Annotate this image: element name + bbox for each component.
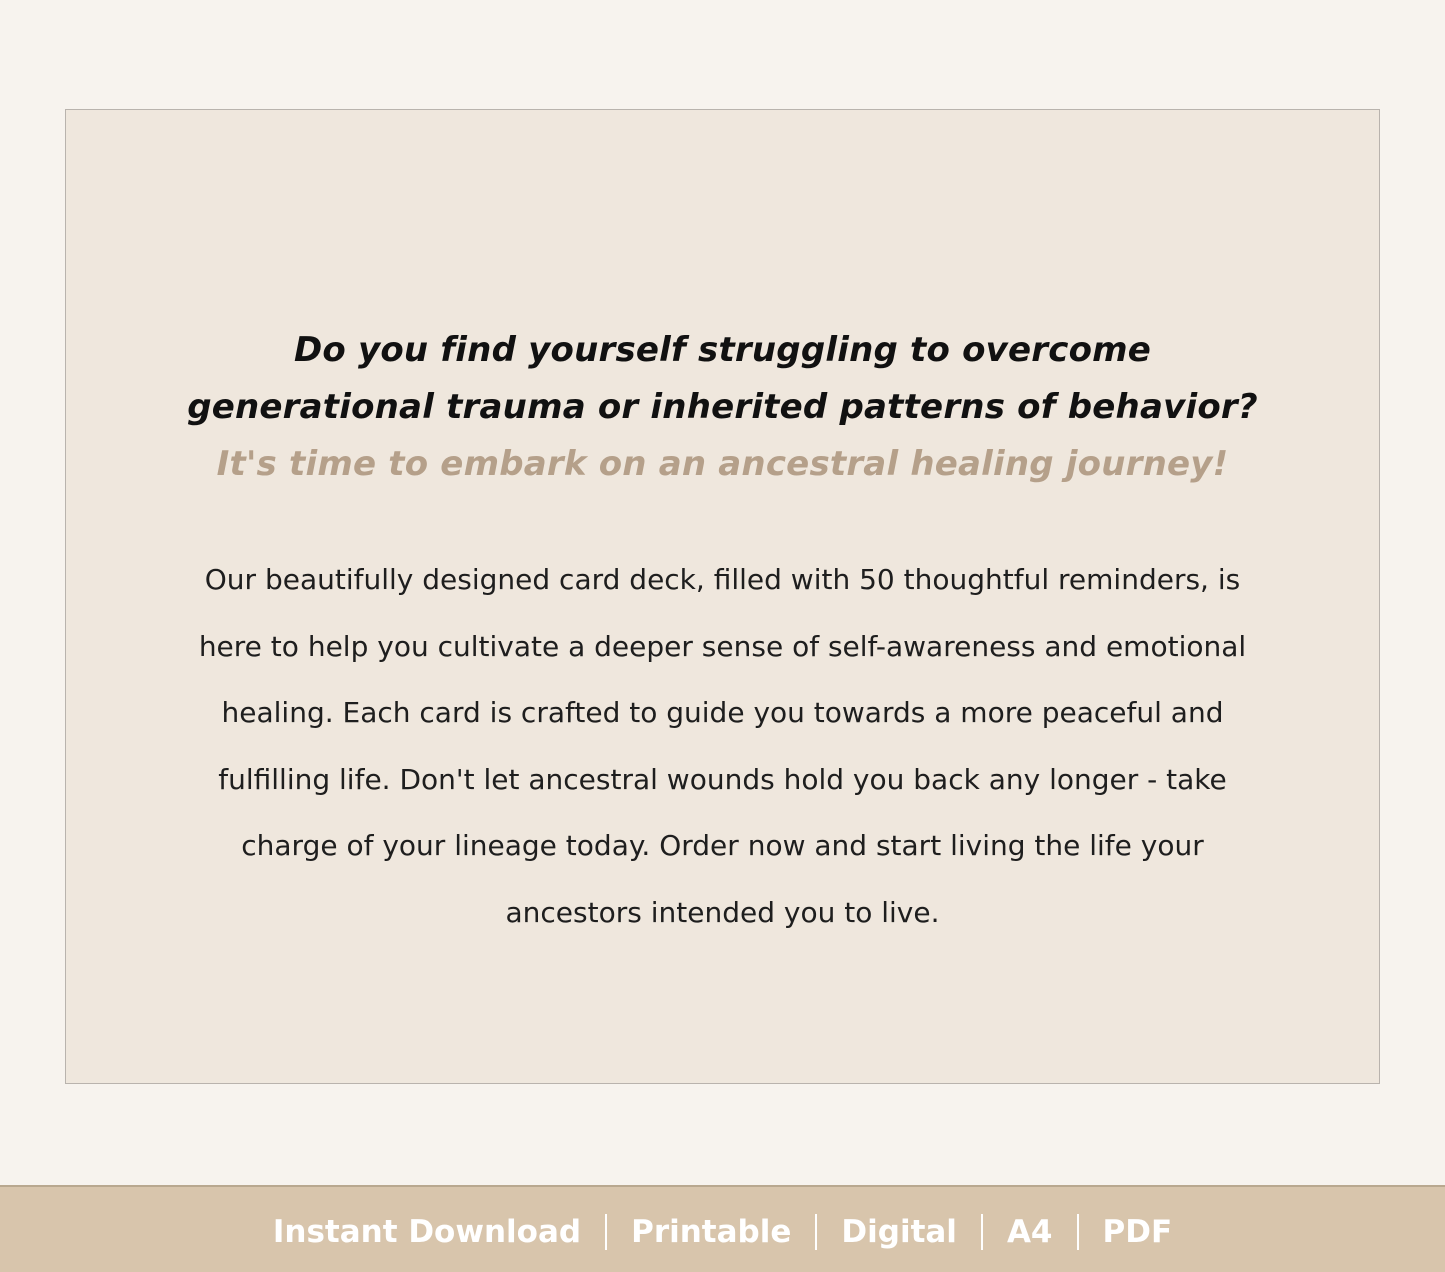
headline-line-2: generational trauma or inherited patterns of behavior? — [187, 387, 1258, 427]
headline-accent: It's time to embark on an ancestral healing journey! — [216, 444, 1229, 484]
footer-item-printable: Printable — [631, 1213, 792, 1250]
description-line: here to help you cultivate a deeper sense of self-awareness and emotional — [198, 629, 1247, 663]
headline — [0, 322, 1445, 493]
description-line: healing. Each card is crafted to guide you towards a more peaceful and — [221, 696, 1224, 729]
description-line: charge of your lineage today. Order now and start living the life your — [241, 829, 1204, 862]
description-line: ancestors intended you to live. — [505, 895, 940, 929]
footer-bar — [0, 1185, 1445, 1272]
footer-features — [0, 1187, 1445, 1272]
footer-item-pdf: PDF — [1102, 1213, 1173, 1250]
headline-line-1: Do you find yourself struggling to overcome — [293, 330, 1152, 370]
description-paragraph — [0, 547, 1445, 946]
footer-item-a4: A4 — [1006, 1213, 1053, 1250]
description-line: Our beautifully designed card deck, filled with 50 thoughtful reminders, is — [204, 563, 1241, 596]
footer-item-digital: Digital — [841, 1213, 957, 1250]
description-line: fulfilling life. Don't let ancestral wounds hold you back any longer - take — [218, 762, 1227, 796]
footer-item-instant-download: Instant Download — [272, 1213, 582, 1250]
